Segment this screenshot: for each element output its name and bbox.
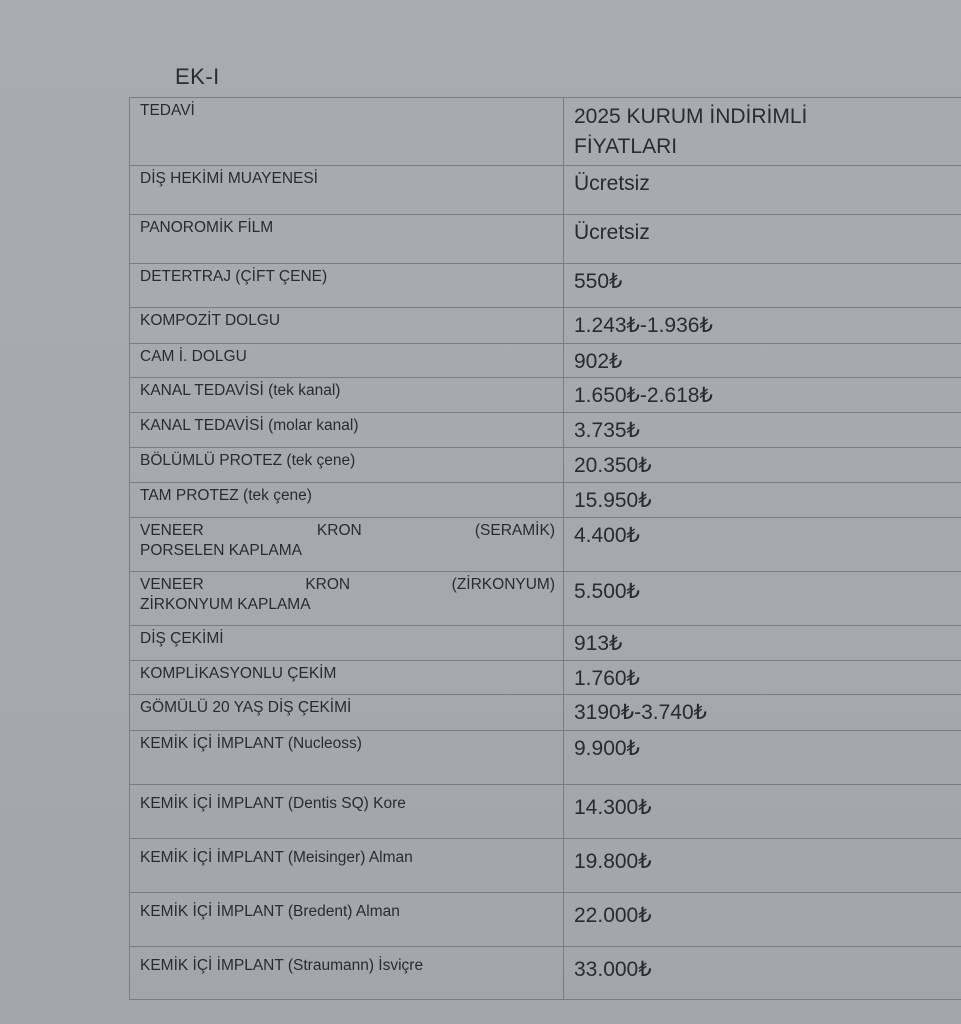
table-row	[130, 785, 961, 839]
header-price-line2: FİYATLARI	[574, 135, 678, 158]
price-cell: Ücretsiz	[564, 166, 961, 215]
price-cell: 22.000₺	[564, 893, 961, 947]
table-row	[130, 518, 961, 572]
price-cell: 1.243₺-1.936₺	[564, 308, 961, 344]
table-row	[130, 839, 961, 893]
price-cell: Ücretsiz	[564, 215, 961, 264]
annex-label: EK-I	[175, 64, 220, 89]
treatment-cell: KEMİK İÇİ İMPLANT (Bredent) Alman	[130, 893, 564, 947]
treatment-cell: KOMPOZİT DOLGU	[130, 308, 564, 344]
treatment-line: ZİRKONYUM KAPLAMA	[140, 596, 311, 613]
treatment-cell: KEMİK İÇİ İMPLANT (Straumann) İsviçre	[130, 947, 564, 1000]
price-cell: 3.735₺	[564, 413, 961, 448]
price-cell: 33.000₺	[564, 947, 961, 1000]
table-row	[130, 166, 961, 215]
price-cell: 4.400₺	[564, 518, 961, 572]
treatment-cell: PANOROMİK FİLM	[130, 215, 564, 264]
table-row	[130, 215, 961, 264]
treatment-word: KRON	[316, 522, 362, 539]
price-cell: 1.760₺	[564, 661, 961, 695]
treatment-word: (SERAMİK)	[474, 522, 555, 539]
treatment-cell: TAM PROTEZ (tek çene)	[130, 483, 564, 518]
price-cell: 14.300₺	[564, 785, 961, 839]
table-row	[130, 344, 961, 378]
treatment-cell: DİŞ HEKİMİ MUAYENESİ	[130, 166, 564, 215]
table-row	[130, 893, 961, 947]
treatment-cell: KANAL TEDAVİSİ (molar kanal)	[130, 413, 564, 448]
price-cell: 1.650₺-2.618₺	[564, 378, 961, 413]
table-row	[130, 661, 961, 695]
header-price-line1: 2025 KURUM İNDİRİMLİ	[574, 105, 808, 128]
treatment-cell	[130, 572, 564, 626]
treatment-cell: KANAL TEDAVİSİ (tek kanal)	[130, 378, 564, 413]
treatment-cell: KEMİK İÇİ İMPLANT (Nucleoss)	[130, 731, 564, 785]
table-row	[130, 448, 961, 483]
table-header-row	[130, 98, 961, 166]
header-price	[564, 98, 961, 166]
price-cell: 902₺	[564, 344, 961, 378]
treatment-word: KRON	[305, 576, 351, 593]
treatment-line	[140, 575, 555, 595]
price-cell: 550₺	[564, 264, 961, 308]
treatment-cell: KEMİK İÇİ İMPLANT (Dentis SQ) Kore	[130, 785, 564, 839]
treatment-line: PORSELEN KAPLAMA	[140, 542, 302, 559]
treatment-line	[140, 521, 555, 541]
treatment-cell: KEMİK İÇİ İMPLANT (Meisinger) Alman	[130, 839, 564, 893]
table-row	[130, 264, 961, 308]
price-cell: 913₺	[564, 626, 961, 661]
treatment-cell: DİŞ ÇEKİMİ	[130, 626, 564, 661]
treatment-word: VENEER	[140, 576, 204, 593]
table-row	[130, 308, 961, 344]
treatment-cell: BÖLÜMLÜ PROTEZ (tek çene)	[130, 448, 564, 483]
table-row	[130, 626, 961, 661]
price-cell: 15.950₺	[564, 483, 961, 518]
price-cell: 9.900₺	[564, 731, 961, 785]
table-row	[130, 572, 961, 626]
treatment-cell: CAM İ. DOLGU	[130, 344, 564, 378]
table-row	[130, 731, 961, 785]
treatment-cell	[130, 518, 564, 572]
table-row	[130, 483, 961, 518]
table-row	[130, 947, 961, 1000]
price-cell: 19.800₺	[564, 839, 961, 893]
treatment-cell: DETERTRAJ (ÇİFT ÇENE)	[130, 264, 564, 308]
price-cell: 20.350₺	[564, 448, 961, 483]
treatment-cell: KOMPLİKASYONLU ÇEKİM	[130, 661, 564, 695]
price-cell: 5.500₺	[564, 572, 961, 626]
treatment-cell: GÖMÜLÜ 20 YAŞ DİŞ ÇEKİMİ	[130, 695, 564, 731]
treatment-word: VENEER	[140, 522, 204, 539]
price-table	[129, 97, 961, 1000]
treatment-word: (ZİRKONYUM)	[451, 576, 555, 593]
header-treatment: TEDAVİ	[130, 98, 564, 166]
price-cell: 3190₺-3.740₺	[564, 695, 961, 731]
table-row	[130, 695, 961, 731]
table-row	[130, 413, 961, 448]
table-row	[130, 378, 961, 413]
